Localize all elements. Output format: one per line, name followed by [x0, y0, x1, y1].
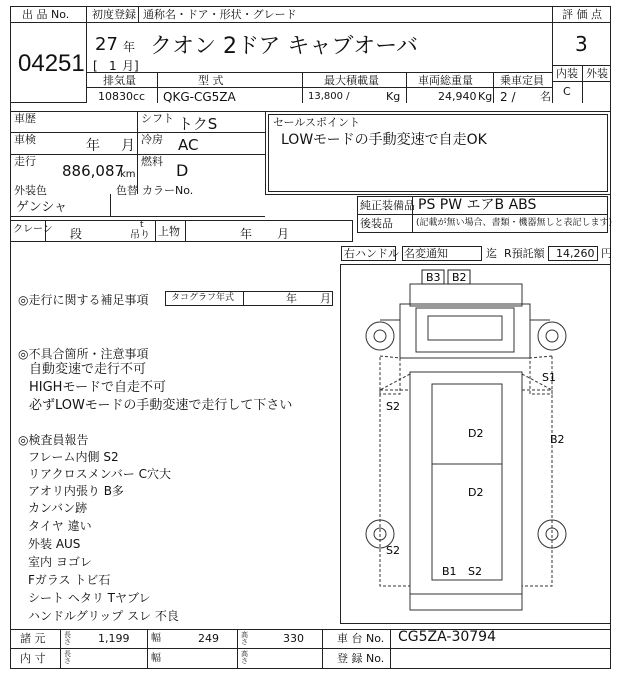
aftermarket-label: 後装品	[360, 217, 393, 230]
equipment-value: PS PW エアB ABS	[418, 197, 537, 213]
damage-mark: S1	[542, 371, 556, 384]
shift-label: シフト	[141, 112, 174, 125]
fuel-value: D	[176, 161, 189, 180]
tacho-month: 月	[320, 292, 331, 305]
upper-year: 年	[240, 227, 253, 241]
damage-mark: D2	[468, 486, 484, 499]
damage-mark: S2	[386, 400, 400, 413]
color-value: ゲンシャ	[16, 200, 68, 215]
damage-mark: S2	[386, 544, 400, 557]
interior-height-label: 高さ	[241, 650, 248, 665]
height-value: 330	[283, 632, 304, 645]
report-line: タイヤ 違い	[28, 519, 92, 533]
damage-mark: B3	[426, 271, 441, 284]
inspector-report-title: ◎検査員報告	[18, 433, 89, 447]
report-line: アオリ内張り B多	[28, 484, 124, 498]
defect-line: 必ずLOWモードの手動変速で走行して下さい	[29, 398, 293, 413]
report-line: フレーム内側 S2	[28, 450, 119, 464]
height-label: 高さ	[241, 631, 248, 646]
interior-length-label: 長さ	[64, 650, 71, 665]
gross-weight-label: 車両総重量	[418, 74, 473, 87]
lot-number: 04251	[18, 50, 85, 77]
damage-mark: S2	[468, 565, 482, 578]
max-load-unit: Kg	[386, 90, 401, 103]
upper-month: 月	[277, 227, 290, 241]
defects-title: ◎不具合箇所・注意事項	[18, 347, 149, 361]
crane-row	[10, 220, 353, 242]
report-line: リアクロスメンバー C穴大	[28, 467, 171, 481]
max-load: 13,800 /	[308, 91, 350, 102]
width-label: 幅	[151, 633, 161, 644]
equipment-label: 純正装備品	[360, 199, 415, 212]
crane-hang: 吊り	[130, 230, 150, 241]
reg-month: 1	[109, 59, 117, 73]
displacement-unit: cc	[133, 90, 146, 103]
ac-value: AC	[178, 136, 199, 154]
aftermarket-note: (記載が無い場合、書類・機器無しと表記します)	[416, 218, 613, 228]
crane-label: クレーン	[13, 224, 53, 235]
length-label: 長さ	[64, 631, 71, 646]
tacho-label: タコグラフ年式	[171, 293, 235, 303]
registration-label: 登 録 No.	[337, 652, 385, 665]
interior-width-label: 幅	[151, 653, 161, 664]
mileage-unit: km	[120, 169, 136, 180]
report-line: シート ヘタリ Tヤブレ	[28, 591, 151, 605]
damage-mark: D2	[468, 427, 484, 440]
history-label: 車歴	[14, 112, 36, 125]
ac-label: 冷房	[141, 133, 163, 146]
grade-label: 評 価 点	[562, 8, 602, 21]
reg-year-unit: 年	[123, 40, 136, 54]
displacement-label: 排気量	[103, 74, 136, 87]
interior-dims-label: 内 寸	[20, 652, 46, 665]
gross-weight: 24,940	[438, 90, 477, 103]
defect-line: 自動変速で走行不可	[29, 362, 147, 377]
report-line: カンバン跡	[28, 501, 88, 515]
capacity: 2 /	[500, 90, 516, 104]
inspection-month: 月	[121, 138, 135, 154]
upper-label: 上物	[158, 225, 180, 238]
lot-label: 出 品 No.	[22, 8, 70, 21]
truck-diagram	[340, 264, 611, 624]
crane-ton: t	[140, 220, 144, 230]
inspection-year: 年	[86, 138, 100, 154]
shift-value: トクS	[178, 115, 218, 133]
report-line: Fガラス トビ石	[28, 573, 111, 587]
report-line: 室内 ヨゴレ	[28, 555, 92, 569]
running-notes-title: ◎走行に関する補足事項	[18, 293, 149, 307]
max-load-label: 最大積載量	[324, 74, 379, 87]
sales-point-text: LOWモードの手動変速で自走OK	[281, 132, 487, 148]
color-label: 外装色	[14, 184, 47, 197]
capacity-label: 乗車定員	[500, 74, 544, 87]
recycle-label: R預託額	[504, 247, 545, 260]
width-value: 249	[198, 632, 219, 645]
car-name-label: 通称名・ドア・形状・グレード	[143, 8, 297, 21]
color-change-label: 色替	[116, 184, 138, 197]
inspection-label: 車検	[14, 133, 36, 146]
length-value: 1,199	[98, 632, 130, 645]
defect-line: HIGHモードで自走不可	[29, 380, 166, 395]
steering-value: 右ハンドル	[344, 247, 399, 260]
interior-grade: C	[563, 85, 571, 98]
name-change-label: 名変通知	[404, 247, 448, 260]
displacement: 10830	[98, 90, 133, 103]
chassis-number: CG5ZA-30794	[398, 629, 496, 645]
chassis-label: 車 台 No.	[337, 632, 385, 645]
mileage-label: 走行	[14, 155, 36, 168]
interior-grade-label: 内装	[556, 67, 578, 80]
reg-month-unit: 月]	[122, 59, 139, 73]
dims-label: 諸 元	[20, 632, 46, 645]
damage-mark: B2	[452, 271, 467, 284]
recycle-unit: 円	[601, 247, 612, 260]
damage-mark: B1	[442, 565, 457, 578]
mileage-value: 886,087	[62, 162, 125, 180]
car-name: クオン 2ドア キャブオーバ	[150, 34, 419, 59]
damage-mark: B2	[550, 433, 565, 446]
reg-year: 27	[95, 34, 118, 55]
sales-point-label: セールスポイント	[273, 116, 361, 129]
grade-score: 3	[575, 32, 588, 56]
capacity-unit: 名	[540, 90, 551, 103]
fuel-label: 燃料	[141, 155, 163, 168]
model-label: 型 式	[198, 74, 224, 87]
first-reg-label: 初度登録	[92, 8, 136, 21]
tacho-year: 年	[286, 292, 297, 305]
reg-month-open: [	[93, 59, 98, 73]
gross-weight-unit: Kg	[478, 90, 493, 103]
color-number-label: カラーNo.	[142, 184, 194, 197]
recycle-amount: 14,260	[556, 247, 595, 260]
model-code: QKG-CG5ZA	[163, 90, 236, 104]
report-line: ハンドルグリップ スレ 不良	[28, 609, 179, 623]
expiry-label: 迄	[486, 247, 497, 260]
exterior-grade-label: 外装	[586, 67, 608, 80]
crane-stage: 段	[70, 227, 83, 241]
report-line: 外装 AUS	[28, 537, 81, 551]
